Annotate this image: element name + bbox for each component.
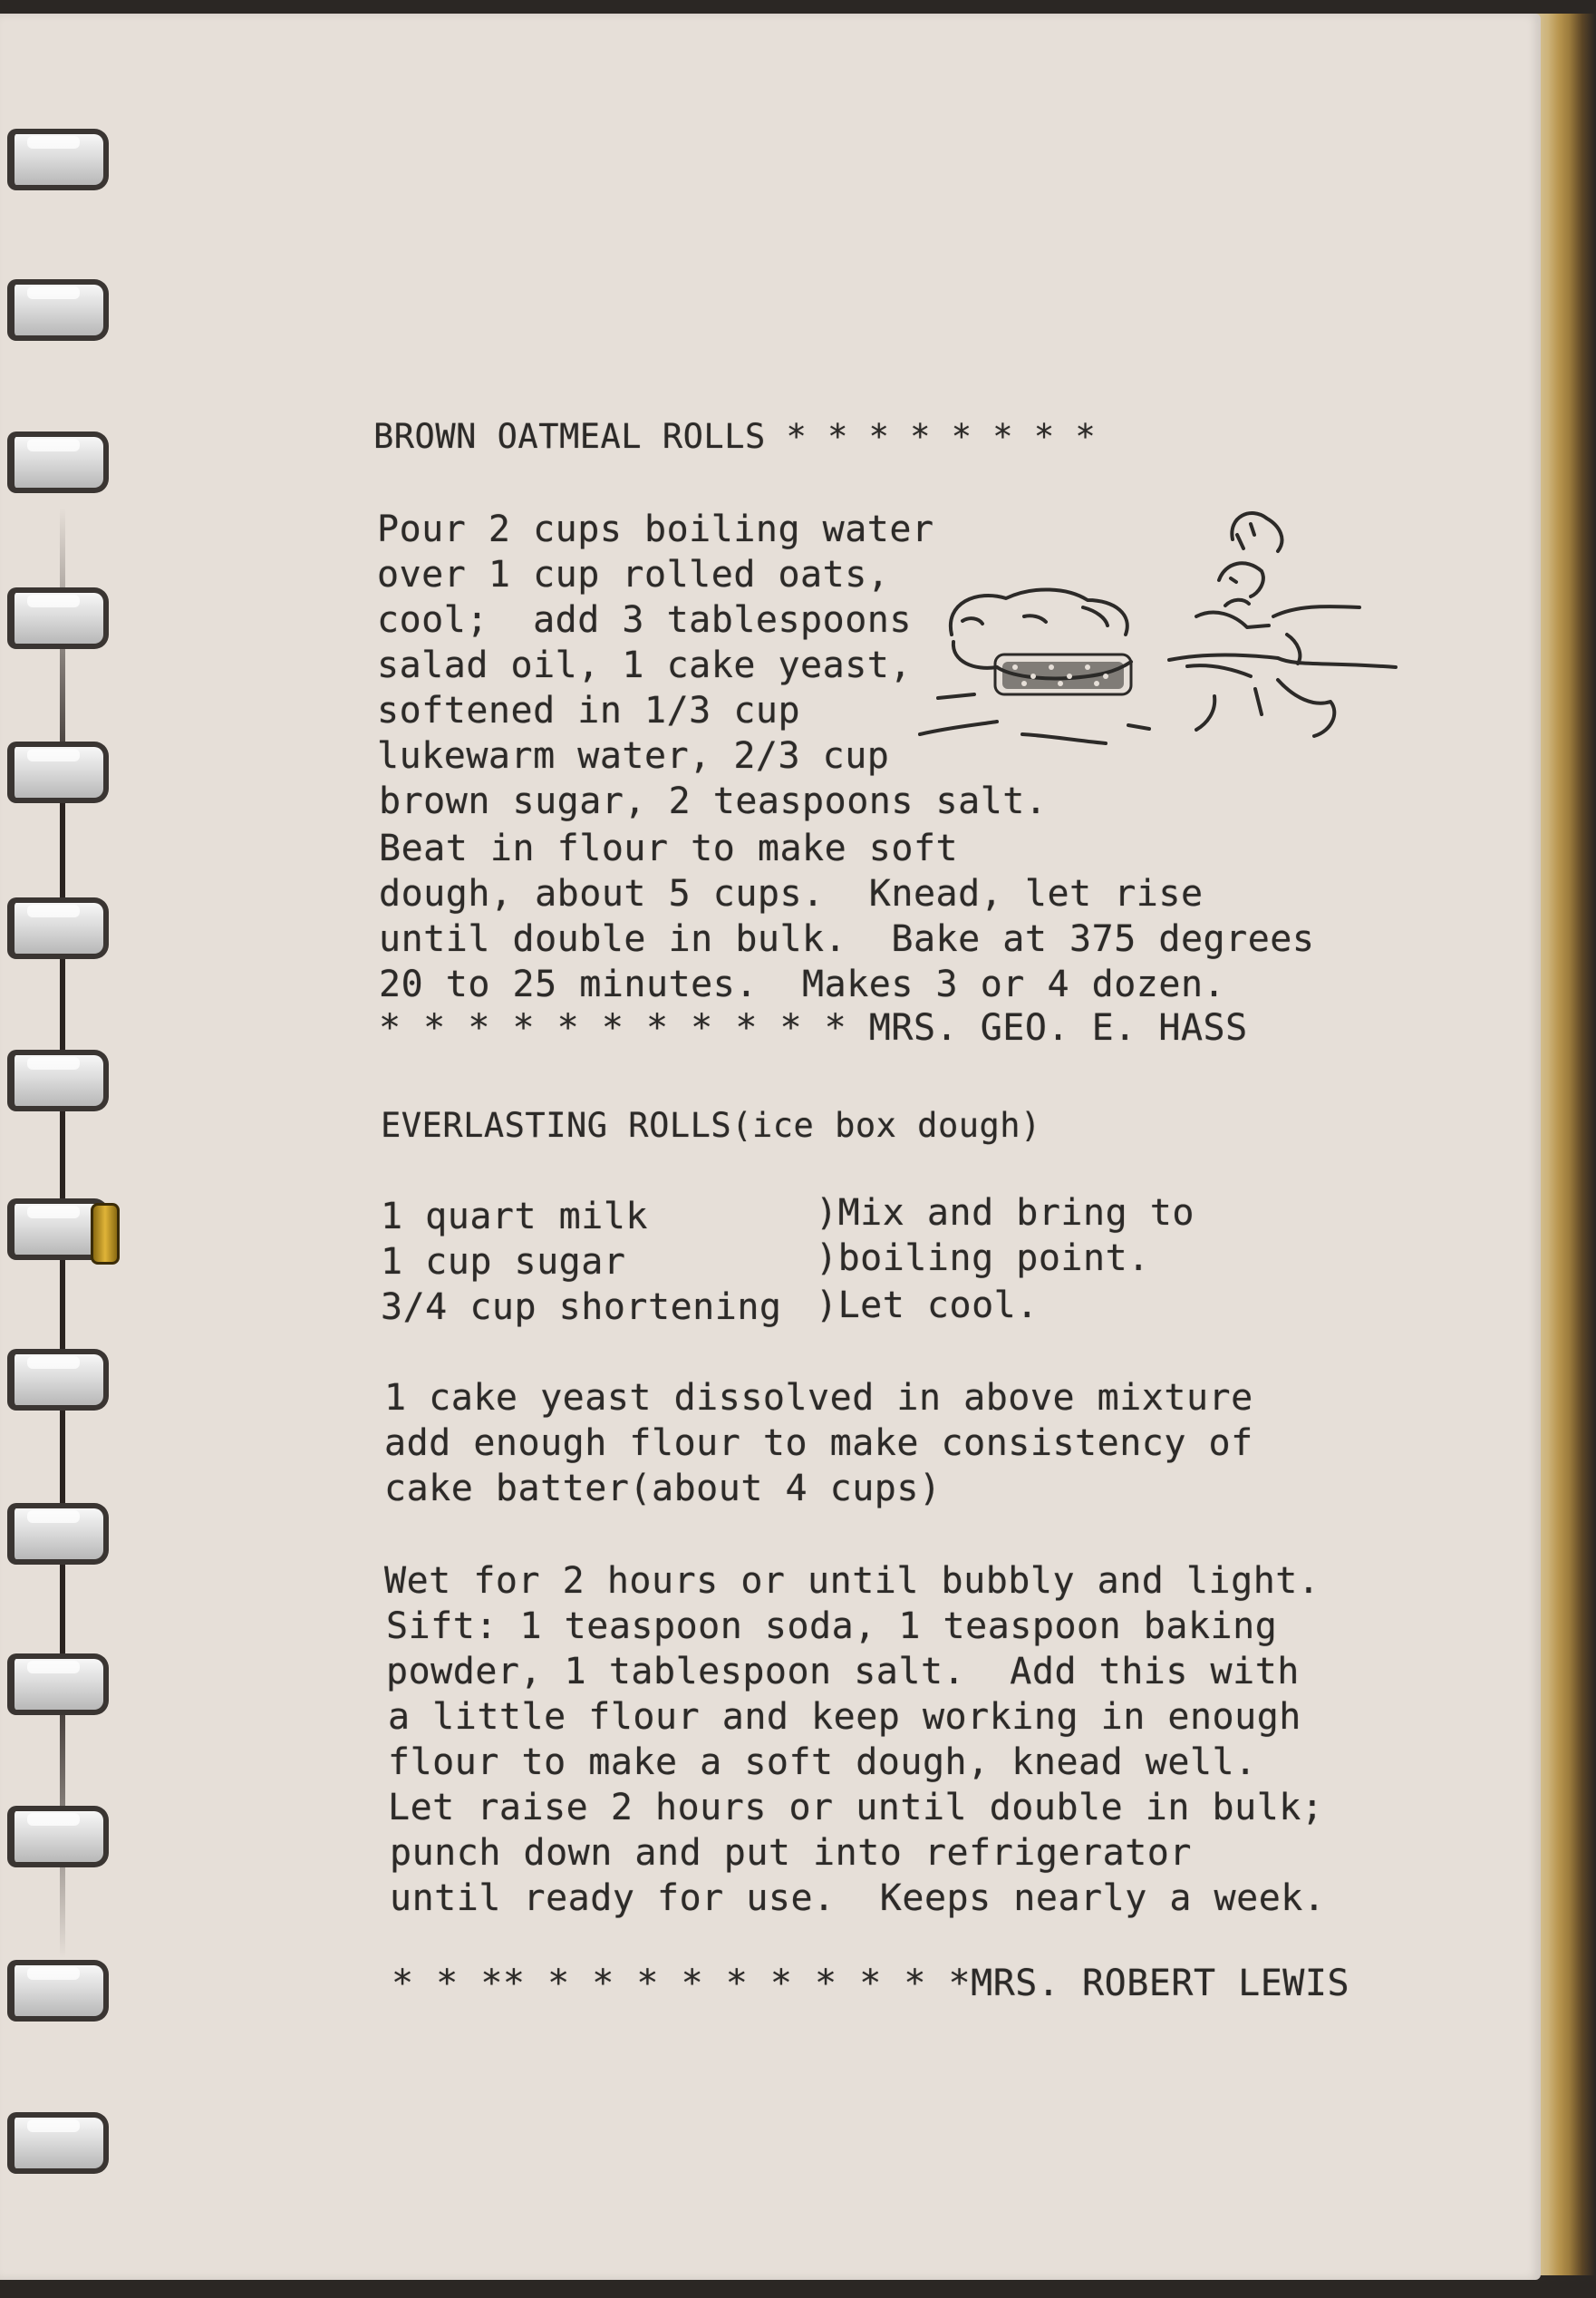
recipe-line: a little flour and keep working in enough <box>388 1696 1301 1738</box>
recipe-signature: * * * * * * * * * * * MRS. GEO. E. HASS <box>379 1007 1248 1049</box>
recipe-line: Sift: 1 teaspoon soda, 1 teaspoon baking <box>386 1605 1278 1647</box>
recipe-line: Let raise 2 hours or until double in bulk; <box>388 1787 1324 1828</box>
ingredient-item: 1 cup sugar <box>381 1241 626 1283</box>
recipe-line: salad oil, 1 cake yeast, <box>377 645 912 686</box>
recipe-line: softened in 1/3 cup <box>377 690 801 732</box>
recipe-title: EVERLASTING ROLLS(ice box dough) <box>381 1106 1041 1145</box>
recipe-line: over 1 cup rolled oats, <box>377 554 890 596</box>
ingredient-note: )boiling point. <box>816 1237 1150 1279</box>
ingredient-note: )Mix and bring to <box>816 1192 1195 1234</box>
recipe-line: until ready for use. Keeps nearly a week. <box>390 1877 1326 1919</box>
recipe-line: lukewarm water, 2/3 cup <box>377 735 890 777</box>
recipe-line: dough, about 5 cups. Knead, let rise <box>379 873 1204 915</box>
recipe-title: BROWN OATMEAL ROLLS * * * * * * * * <box>373 417 1097 456</box>
recipe-line: powder, 1 tablespoon salt. Add this with <box>386 1651 1300 1692</box>
recipe-line: add enough flour to make consistency of <box>384 1422 1253 1464</box>
recipe-line: Pour 2 cups boiling water <box>377 509 934 550</box>
recipe-line: punch down and put into refrigerator <box>390 1832 1192 1874</box>
recipe-line: flour to make a soft dough, knead well. <box>388 1741 1257 1783</box>
recipe-signature: * * ** * * * * * * * * * *MRS. ROBERT LEWIS <box>392 1963 1350 2004</box>
recipe-line: Beat in flour to make soft <box>379 828 959 869</box>
recipe-line: 20 to 25 minutes. Makes 3 or 4 dozen. <box>379 964 1226 1005</box>
ingredient-item: 1 quart milk <box>381 1196 648 1237</box>
recipe-line: Wet for 2 hours or until bubbly and light. <box>384 1560 1320 1602</box>
recipe-line: cake batter(about 4 cups) <box>384 1468 942 1509</box>
ingredient-note: )Let cool. <box>816 1285 1039 1326</box>
recipe-line: cool; add 3 tablespoons <box>377 599 912 641</box>
recipe-line: until double in bulk. Bake at 375 degrees <box>379 918 1315 960</box>
recipe-line: 1 cake yeast dissolved in above mixture <box>384 1377 1253 1419</box>
ingredient-item: 3/4 cup shortening <box>381 1286 782 1328</box>
baker-with-bread-tray-icon <box>888 499 1423 780</box>
recipe-line: brown sugar, 2 teaspoons salt. <box>379 781 1048 822</box>
